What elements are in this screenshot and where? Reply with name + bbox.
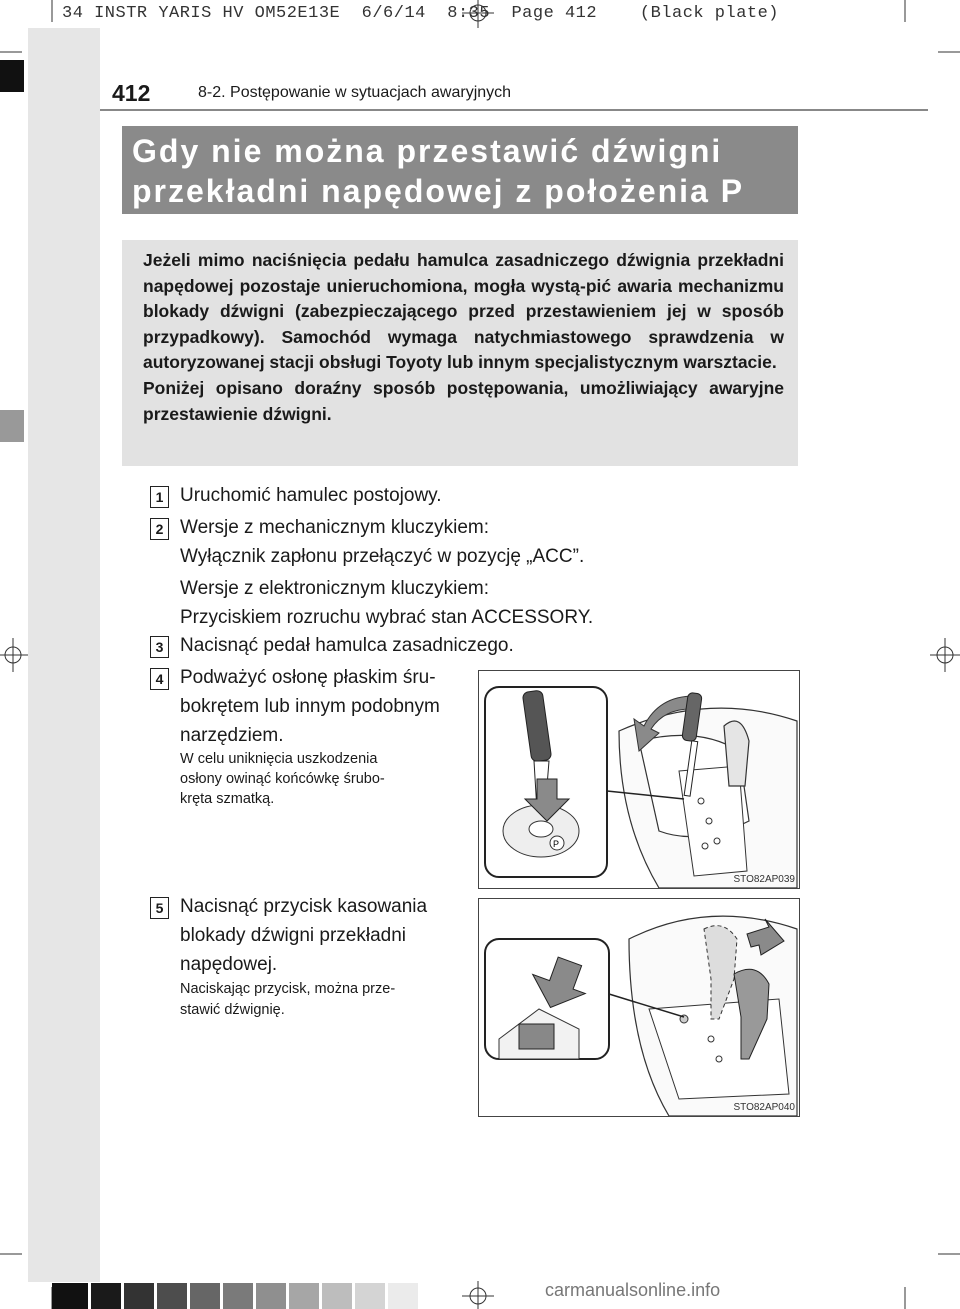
figure-detail-label-p: P [553, 839, 560, 849]
figure-unlock-cover [478, 670, 800, 889]
registration-mark-left [0, 638, 28, 672]
step-5-note-1: Naciskając przycisk, można prze- [180, 981, 396, 997]
intro-box [122, 240, 798, 466]
header-rule [100, 109, 928, 111]
step-number-4: 4 [150, 668, 169, 690]
color-patch-5 [190, 1283, 220, 1309]
figure-release-button [478, 898, 800, 1117]
registration-mark-bottom [462, 1281, 494, 1309]
step-5-line-1: Nacisnąć przycisk kasowania [180, 896, 428, 917]
intro-paragraph-2: Poniżej opisano doraźny sposób postępowania, umożliwiający awaryjne przestawienie dźwigni. [143, 377, 784, 424]
figure-code-1: STO82AP039 [733, 874, 795, 885]
step-4-note-2: osłony owinąć końcówkę śrubo- [180, 771, 385, 787]
step-number-1: 1 [150, 486, 169, 508]
step-4-line-3: narzędziem. [180, 725, 284, 746]
color-patch-3 [124, 1283, 154, 1309]
color-patch-2 [91, 1283, 121, 1309]
step-4-line-1: Podważyć osłonę płaskim śru- [180, 667, 436, 688]
color-patch-1 [52, 1283, 88, 1309]
intro-paragraph-1: Jeżeli mimo naciśnięcia pedału hamulca zasadniczego dźwignia przekładni napędowej pozostaje unieruchomiona, mogła wystą-pić awaria mechanizmu blokady dźwigni (zabezpieczającego przed przestawieniem jej w sposób przypadkowy). Samochód wymaga natychmiastowego sprawdzenia w autoryzowanej stacji obsługi Toyoty lub innym specjalistycznym warsztacie. [143, 250, 784, 373]
color-patch-4 [157, 1283, 187, 1309]
color-patch-8 [289, 1283, 319, 1309]
step-number-2: 2 [150, 518, 169, 540]
step-4-line-2: bokrętem lub innym podobnym [180, 696, 440, 717]
figure-illustration-2 [479, 899, 799, 1116]
page-title-line2: przekładni napędowej z położenia P [132, 173, 745, 209]
step-number-5: 5 [150, 897, 169, 919]
section-title: 8-2. Postępowanie w sytuacjach awaryjnych [198, 84, 512, 101]
step-number-3: 3 [150, 636, 169, 658]
color-patch-6 [223, 1283, 253, 1309]
page-title-line1: Gdy nie można przestawić dźwigni [132, 133, 723, 169]
step-4-note-3: kręta szmatką. [180, 791, 275, 807]
step-5-note-2: stawić dźwignię. [180, 1002, 285, 1018]
registration-mark-right [930, 638, 960, 672]
step-5-line-2: blokady dźwigni przekładni [180, 925, 407, 946]
page-number: 412 [112, 80, 151, 106]
step-1-text: Uruchomić hamulec postojowy. [180, 485, 442, 506]
color-patch-9 [322, 1283, 352, 1309]
step-2-line-1: Wersje z mechanicznym kluczykiem: [180, 517, 490, 538]
step-5-line-3: napędowej. [180, 954, 278, 975]
color-patch-11 [388, 1283, 418, 1309]
page-title [122, 126, 798, 214]
step-2-line-3: Wersje z elektronicznym kluczykiem: [180, 578, 490, 599]
step-4-note-1: W celu uniknięcia uszkodzenia [180, 751, 378, 767]
print-slug: 34 INSTR YARIS HV OM52E13E 6/6/14 8:35 Page 412 (Black plate) [62, 4, 780, 23]
step-3-text: Nacisnąć pedał hamulca zasadniczego. [180, 635, 514, 656]
color-patch-7 [256, 1283, 286, 1309]
figure-illustration-1 [479, 671, 799, 888]
figure-code-2: STO82AP040 [733, 1102, 795, 1113]
color-patch-10 [355, 1283, 385, 1309]
step-2-line-4: Przyciskiem rozruchu wybrać stan ACCESSORY. [180, 607, 594, 628]
step-2-line-2: Wyłącznik zapłonu przełączyć w pozycję „ACC”. [180, 546, 585, 567]
site-watermark: carmanualsonline.info [545, 1280, 721, 1300]
